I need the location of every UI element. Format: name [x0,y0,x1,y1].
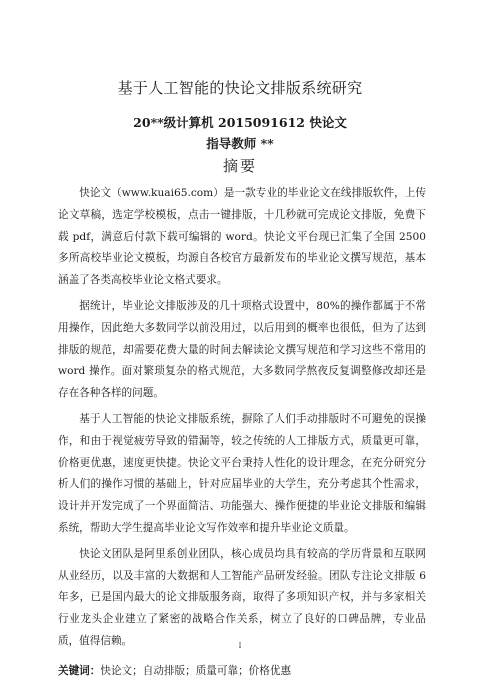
abstract-heading: 摘要 [222,157,257,175]
abstract-paragraph: 基于人工智能的快论文排版系统，摒除了人们手动排版时不可避免的误操作，和由于视觉疲劳导致的错漏等，较之传统的人工排版方式，质量更可靠，价格更优惠，速度更快捷。快论文平台秉持人性化的设计理念，在充分研究分析人们的操作习惯的基础上，针对应届毕业的大学生，充分考虑其个性需求，设计并开发完成了一个界面简洁、功能强大、操作便捷的毕业论文排版和编辑系统，帮助大学生提高毕业论文写作效率和提升毕业论文质量。 [58,412,426,534]
keywords-label: 关键词： [58,664,101,677]
keywords-text: 快论文；自动排版；质量可靠；价格优惠 [100,664,292,677]
author-line: 20**级计算机 2015091612 快论文 [133,115,347,130]
advisor-line: 指导教师 ** [206,136,274,151]
abstract-paragraph: 快论文（www.kuai65.com）是一款专业的毕业论文在线排版软件，上传论文草稿，选定学校模板，点击一键排版，十几秒就可完成论文排版，免费下载 pdf，满意后付款下载可编辑的 word。快论文平台现已汇集了全国 2500 多所高校毕业论文模板，均源自各校官方最新发布的毕业论文撰写规范，基本涵盖了各类高校毕业论文格式要求。 [58,187,426,287]
page-number: I [238,642,242,650]
abstract-body [58,183,426,683]
keywords-line [58,661,426,683]
abstract-paragraph: 据统计，毕业论文排版涉及的几十项格式设置中，80%的操作都属于不常用操作，因此绝大多数同学以前没用过，以后用到的概率也很低，但为了达到排版的规范，却需要花费大量的时间去解读论文撰写规范和学习这些不常用的 word 操作。面对繁琐复杂的格式规范，大多数同学熬夜反复调整修改却还是存在各种各样的问题。 [58,299,426,400]
document-title: 基于人工智能的快论文排版系统研究 [117,79,363,97]
abstract-paragraph: 快论文团队是阿里系创业团队，核心成员均具有较高的学历背景和互联网从业经历，以及丰富的大数据和人工智能产品研发经验。团队专注论文排版 6 年多，已是国内最大的论文排版服务商，取得了多项知识产权，并与多家相关行业龙头企业建立了紧密的战略合作关系，树立了良好的口碑品牌，专业品质，值得信赖。 [58,547,426,647]
